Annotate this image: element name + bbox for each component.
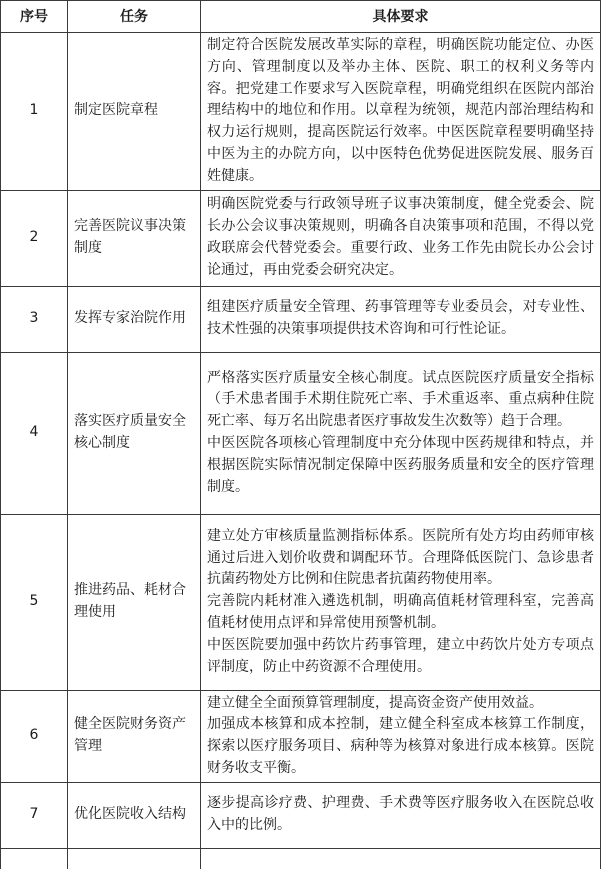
row-seq-empty [1,848,68,869]
row-seq: 1 [1,33,68,191]
requirement-paragraph: 建立处方审核质量监测指标体系。医院所有处方均由药师审核通过后进入划价收费和调配环节。合理降低医院门、急诊患者抗菌药物处方比例和住院患者抗菌药物使用率。 [207,527,594,588]
table-row [1,33,601,191]
row-task: 健全医院财务资产管理 [68,690,201,782]
table-row [1,690,601,782]
row-requirements [201,286,601,352]
requirement-paragraph: 明确医院党委与行政领导班子议事决策制度，健全党委会、院长办公会议事决策规则，明确各自决策事项和范围，不得以党政联席会代替党委会。重要行政、业务工作先由院长办公会讨论通过，再由党委会研究决定。 [207,196,594,278]
requirement-paragraph: 建立健全全面预算管理制度，提高资金资产使用效益。 [207,694,543,711]
row-requirements [201,690,601,782]
requirement-paragraph: 严格落实医疗质量安全核心制度。试点医院医疗质量安全指标（手术患者围手术期住院死亡率、手术重返率、重点病种住院死亡率、每万名出院患者医疗事故发生次数等）趋于合理。 [207,369,594,430]
table-header-row [1,1,601,33]
row-seq: 2 [1,190,68,286]
row-task-empty [68,848,201,869]
header-seq: 序号 [1,1,68,33]
table-row [1,286,601,352]
row-task: 优化医院收入结构 [68,782,201,848]
header-requirements: 具体要求 [201,1,601,33]
row-requirements [201,190,601,286]
table-row [1,190,601,286]
row-seq: 7 [1,782,68,848]
header-task: 任务 [68,1,201,33]
requirement-paragraph: 中医医院要加强中药饮片药事管理，建立中药饮片处方专项点评制度，防止中药资源不合理使用。 [207,636,594,675]
requirement-paragraph: 完善院内耗材准入遴选机制，明确高值耗材管理科室，完善高值耗材使用点评和异常使用预警机制。 [207,593,594,631]
row-seq: 3 [1,286,68,352]
row-seq: 4 [1,352,68,514]
row-requirements [201,514,601,690]
row-seq: 6 [1,690,68,782]
requirement-paragraph: 组建医疗质量安全管理、药事管理等专业委员会，对专业性、技术性强的决策事项提供技术咨询和可行性论证。 [207,299,594,338]
row-requirements [201,782,601,848]
row-task: 制定医院章程 [68,33,201,191]
table-row-partial [1,848,601,869]
row-requirements [201,33,601,191]
requirement-paragraph: 中医医院各项核心管理制度中充分体现中医药规律和特点，并根据医院实际情况制定保障中医药服务质量和安全的医疗管理制度。 [207,435,594,495]
row-requirements-empty [201,848,601,869]
row-task: 完善医院议事决策制度 [68,190,201,286]
row-seq: 5 [1,514,68,690]
row-task: 发挥专家治院作用 [68,286,201,352]
requirement-paragraph: 加强成本核算和成本控制，建立健全科室成本核算工作制度，探索以医疗服务项目、病种等为核算对象进行成本核算。医院财务收支平衡。 [207,716,594,776]
requirement-paragraph: 制定符合医院发展改革实际的章程，明确医院功能定位、办医方向、管理制度以及举办主体、医院、职工的权利义务等内容。把党建工作要求写入医院章程，明确党组织在医院内部治理结构中的地位和作用。以章程为统领，规范内部治理结构和权力运行规则，提高医院运行效率。中医医院章程要明确坚持中医为主的办院方向，以中医特色优势促进医院发展、服务百姓健康。 [207,37,594,184]
table-row [1,514,601,690]
table-row [1,352,601,514]
requirement-paragraph: 逐步提高诊疗费、护理费、手术费等医疗服务收入在医院总收入中的比例。 [207,795,594,834]
table-row [1,782,601,848]
row-task: 推进药品、耗材合理使用 [68,514,201,690]
row-requirements [201,352,601,514]
row-task: 落实医疗质量安全核心制度 [68,352,201,514]
